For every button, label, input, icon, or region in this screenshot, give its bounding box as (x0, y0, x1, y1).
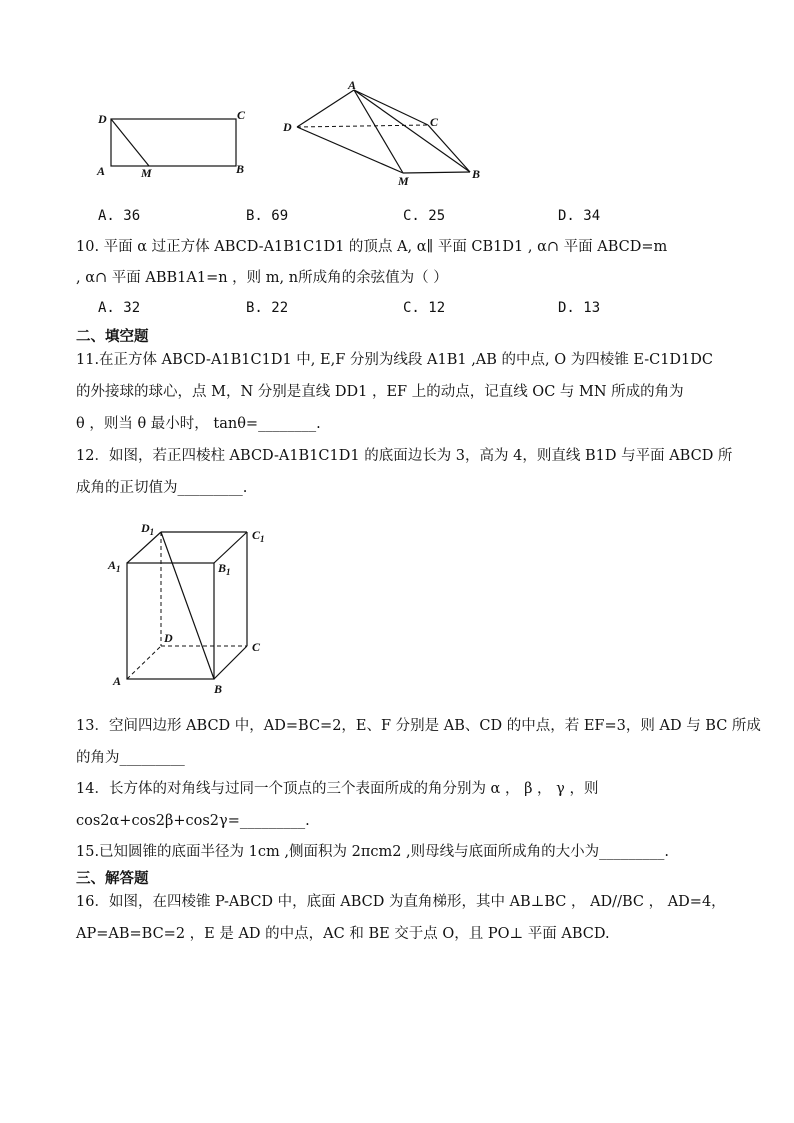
edge-mb (403, 172, 470, 173)
label-c1: $C_1$ (252, 528, 265, 544)
q11-line-1: 11.在正方体 ABCD-A1B1C1D1 中, E,F 分别为线段 A1B1 ,AB 的中点, O 为四棱锥 E-C1D1DC (76, 352, 714, 368)
q10-option-a: A. 32 (98, 300, 141, 316)
section-fill-in-heading: 二、填空题 (76, 328, 149, 345)
q10-line-1: 10. 平面 α 过正方体 ABCD-A1B1C1D1 的顶点 A, α∥ 平面 CB1D1 , α∩ 平面 ABCD=m (76, 239, 668, 255)
q16-line-2: AP=AB=BC=2 ，E 是 AD 的中点，AC 和 BE 交于点 O，且 PO⊥ 平面 ABCD. (76, 926, 610, 942)
label-b: B (214, 682, 223, 696)
label-d: D (283, 120, 292, 134)
edge-dc-hidden (297, 125, 428, 127)
q11-line-2: 的外接球的球心，点 M，N 分别是直线 DD1 ，EF 上的动点，记直线 OC 与 MN 所成的角为 (76, 384, 684, 400)
q12-line-2: 成角的正切值为_________. (76, 480, 248, 496)
q9-rectangle-figure (95, 105, 255, 185)
label-a: A (113, 674, 122, 688)
q10-option-b: B. 22 (246, 300, 289, 316)
label-c: C (430, 115, 439, 129)
label-a1: $A_1$ (108, 558, 121, 574)
label-c: C (252, 640, 261, 654)
label-a: A (348, 78, 357, 92)
label-b1: $B_1$ (218, 561, 231, 577)
q12-prism-figure (100, 515, 290, 700)
label-a: A (97, 164, 106, 178)
label-c: C (237, 108, 246, 122)
q10-option-c: C. 12 (403, 300, 446, 316)
label-d1: $D_1$ (141, 521, 155, 537)
q9-solid-figure (280, 80, 490, 190)
label-b: B (236, 162, 245, 176)
q14-line-2: cos2α+cos2β+cos2γ=_________. (76, 813, 310, 829)
diagonal-d1b (161, 532, 214, 679)
edge-ad-hidden (127, 646, 161, 679)
edge-cb (428, 125, 470, 172)
edge-b1c1 (214, 532, 247, 563)
q13-line-2: 的角为_________ (76, 750, 185, 766)
edge-am (354, 90, 403, 173)
q13-line-1: 13．空间四边形 ABCD 中，AD=BC=2，E、F 分别是 AB、CD 的中点，若 EF=3，则 AD 与 BC 所成 (76, 718, 761, 734)
label-d: D (98, 112, 107, 126)
edge-dm (297, 127, 403, 173)
label-b: B (472, 167, 481, 181)
q16-line-1: 16．如图，在四棱锥 P-ABCD 中，底面 ABCD 为直角梯形，其中 AB⊥BC ， AD//BC ， AD=4， (76, 894, 726, 910)
edge-a1d1 (127, 532, 161, 563)
label-d: D (164, 631, 173, 645)
q9-option-b: B. 69 (246, 208, 289, 224)
q9-option-c: C. 25 (403, 208, 446, 224)
edge-da (297, 90, 354, 127)
q9-option-a: A. 36 (98, 208, 141, 224)
q9-option-d: D. 34 (558, 208, 601, 224)
q14-line-1: 14．长方体的对角线与过同一个顶点的三个表面所成的角分别为 α ， β ， γ ，则 (76, 781, 599, 797)
q10-option-d: D. 13 (558, 300, 601, 316)
label-m: M (141, 166, 152, 180)
q12-line-1: 12．如图，若正四棱柱 ABCD-A1B1C1D1 的底面边长为 3，高为 4，则直线 B1D 与平面 ABCD 所 (76, 448, 733, 464)
label-m: M (398, 174, 409, 188)
segment-dm (111, 119, 149, 166)
q15-line-1: 15.已知圆锥的底面半径为 1cm ,侧面积为 2πcm2 ,则母线与底面所成角的大小为_________. (76, 844, 670, 860)
front-face (127, 563, 214, 679)
section-answer-heading: 三、解答题 (76, 870, 149, 887)
q11-line-3: θ ，则当 θ 最小时， tanθ=________. (76, 416, 321, 432)
edge-bc (214, 646, 247, 679)
edge-ac (354, 90, 428, 125)
q10-line-2: , α∩ 平面 ABB1A1=n ，则 m, n所成角的余弦值为（ ） (76, 270, 448, 286)
